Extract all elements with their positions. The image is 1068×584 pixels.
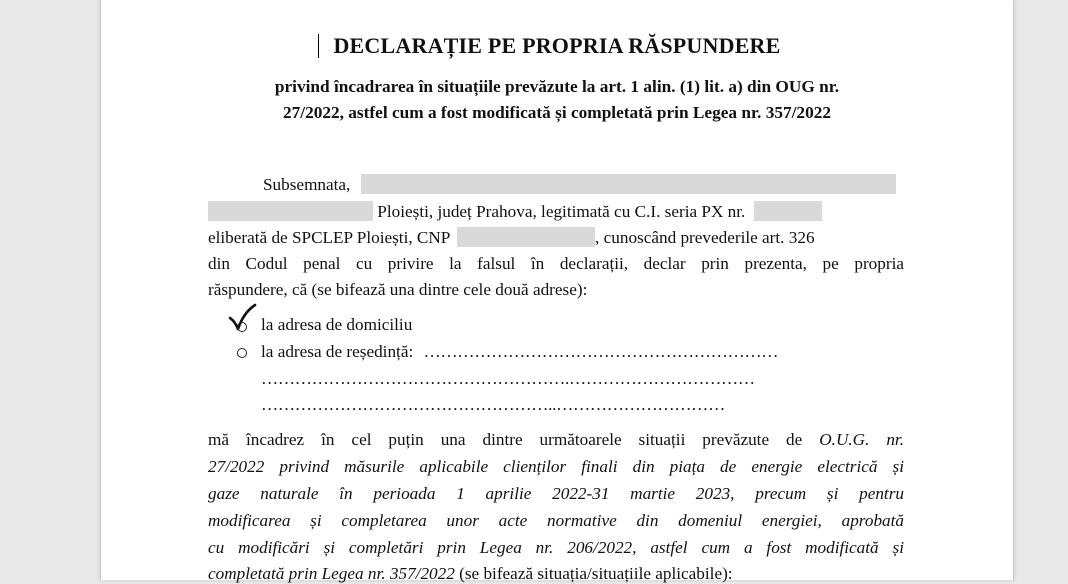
redacted-address-continuation <box>208 201 373 221</box>
para2-lege-ref: completată prin Legea nr. 357/2022 <box>208 564 455 583</box>
document-subtitle-line-1: privind încadrarea în situațiile prevăzute la art. 1 alin. (1) lit. a) din OUG nr. <box>274 77 840 96</box>
option-domiciliu: la adresa de domiciliu <box>261 315 413 334</box>
resedinta-dots-2: ……………………………………………….…………………………… <box>261 369 755 388</box>
para1-line-2 <box>208 201 904 222</box>
redacted-name-address <box>361 174 896 194</box>
para2-line-4: modificarea și completarea unor acte normative din domeniul energiei, aprobată <box>208 511 904 530</box>
para1-subsemnata: Subsemnata, <box>263 175 351 194</box>
para1-line-1 <box>263 174 959 195</box>
para2-line-6 <box>208 564 904 584</box>
resedinta-dots-1: ……………………………………………………… <box>423 342 779 361</box>
option-bullet-domiciliu[interactable] <box>237 322 247 332</box>
para1-cunoscand: , cunoscând prevederile art. 326 <box>595 228 815 247</box>
para2-oug-ref: O.U.G. nr. <box>819 430 904 449</box>
para1-line-3 <box>208 227 904 248</box>
para2-line-3: gaze naturale în perioada 1 aprilie 2022-31 martie 2023, precum și pentru <box>208 484 904 503</box>
para2-intro: mă încadrez în cel puțin una dintre următoarele situații prevăzute de <box>208 430 820 449</box>
redacted-cnp <box>457 227 595 247</box>
option-resedinta <box>261 342 957 362</box>
para2-line-5: cu modificări și completări prin Legea nr. 206/2022, astfel cum a fost modificată și <box>208 538 904 557</box>
option-bullet-resedinta[interactable] <box>237 348 247 358</box>
resedinta-dots-3: ……………………………………………..………………………… <box>261 395 725 414</box>
document-title: DECLARAȚIE PE PROPRIA RĂSPUNDERE <box>333 33 781 58</box>
para1-line-5: răspundere, că (se bifează una dintre cele două adrese): <box>208 280 588 299</box>
option-resedinta-label: la adresa de reședință: <box>261 342 414 361</box>
para2-line-1 <box>208 430 904 450</box>
document-page <box>100 0 1014 583</box>
document-subtitle-line-2: 27/2022, astfel cum a fost modificată și completată prin Legea nr. 357/2022 <box>283 103 831 122</box>
para1-eliberata: eliberată de SPCLEP Ploiești, CNP <box>208 228 450 247</box>
para2-instruction: (se bifează situația/situațiile aplicabile): <box>454 564 733 583</box>
para1-line-4: din Codul penal cu privire la falsul în declarații, declar prin prezenta, pe propria <box>208 254 904 273</box>
para1-localitate: Ploiești, județ Prahova, legitimată cu C.I. seria PX nr. <box>373 202 746 221</box>
para2-line-2: 27/2022 privind măsurile aplicabile clienților finali din piața de energie electrică și <box>208 457 904 476</box>
redacted-ci-number <box>754 201 822 221</box>
